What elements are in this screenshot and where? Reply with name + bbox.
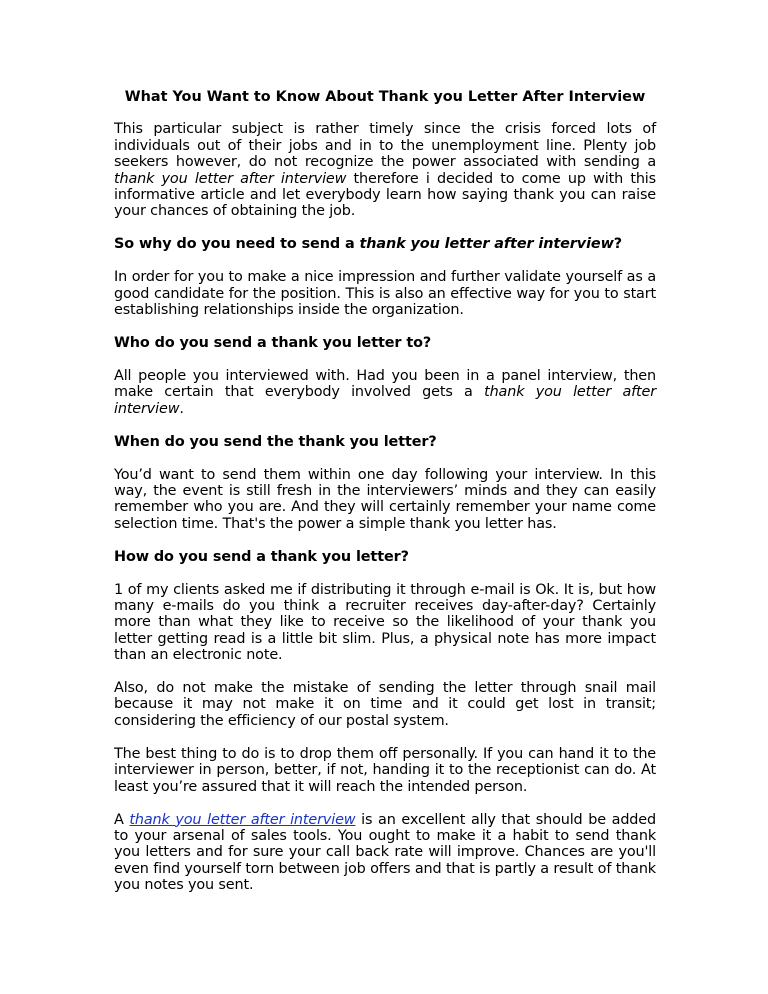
heading-why-text: So why do you need to send a [114,236,360,253]
intro-emphasis: thank you letter after interview [114,170,347,187]
heading-why-end: ? [613,236,623,253]
section-body-how-1: 1 of my clients asked me if distributing it through e-mail is Ok. It is, but how many e-mails do you think a recruiter receives day-after-day? Certainly more than what they like to receive so the likelihood of your thank you letter getting read is a little bit slim. Plus, a physical note has more impact than an electronic note. [114,581,656,664]
section-body-when: You’d want to send them within one day following your interview. In this way, the event is still fresh in the interviewers’ minds and they can easily remember who you are. And they will certainly remember your name come selection time. That's the power a simple thank you letter has. [114,466,656,532]
who-text-1: All people you interviewed with. Had you been in a panel interview, then make certain that everybody involved gets a [114,367,656,401]
document-title: What You Want to Know About Thank you Letter After Interview [124,89,646,105]
intro-paragraph [114,121,656,219]
section-body-how-3: The best thing to do is to drop them off personally. If you can hand it to the interviewer in person, better, if not, handing it to the receptionist can do. At least you’re assured that it will reach the intended person. [114,745,656,795]
who-text-2: . [179,400,184,417]
intro-text-1: This particular subject is rather timely since the crisis forced lots of individuals out of their jobs and in to the unemployment line. Plenty job seekers however, do not recognize the power associated with sending a [114,121,656,171]
closing-text-2: is an excellent ally that should be added to your arsenal of sales tools. You ought to make it a habit to send thank you letters and for sure your call back rate will improve. Chances are you'll even find yourself torn between job offers and that is partly a result of thank you notes you sent. [114,811,656,894]
section-heading-when: When do you send the thank you letter? [114,433,437,450]
section-heading-how: How do you send a thank you letter? [114,548,409,565]
intro-text-2: therefore i decided to come up with this informative article and let everybody learn how saying thank you can raise your chances of obtaining the job. [114,170,656,220]
thank-you-letter-link[interactable]: thank you letter after interview [129,811,356,828]
section-heading-who: Who do you send a thank you letter to? [114,334,432,351]
closing-text-1: A [114,811,130,828]
section-heading-why [114,236,656,252]
section-body-how-2: Also, do not make the mistake of sending the letter through snail mail because it may not make it on time and it could get lost in transit; considering the efficiency of our postal system. [114,680,656,729]
who-emphasis: thank you letter after interview [114,384,656,417]
section-body-why: In order for you to make a nice impression and further validate yourself as a good candidate for the position. This is also an effective way for you to start establishing relationships inside the organization. [114,269,656,319]
document-page [114,89,656,910]
heading-why-emphasis: thank you letter after interview [359,236,614,253]
section-body-who [114,368,656,417]
closing-paragraph [114,812,656,894]
